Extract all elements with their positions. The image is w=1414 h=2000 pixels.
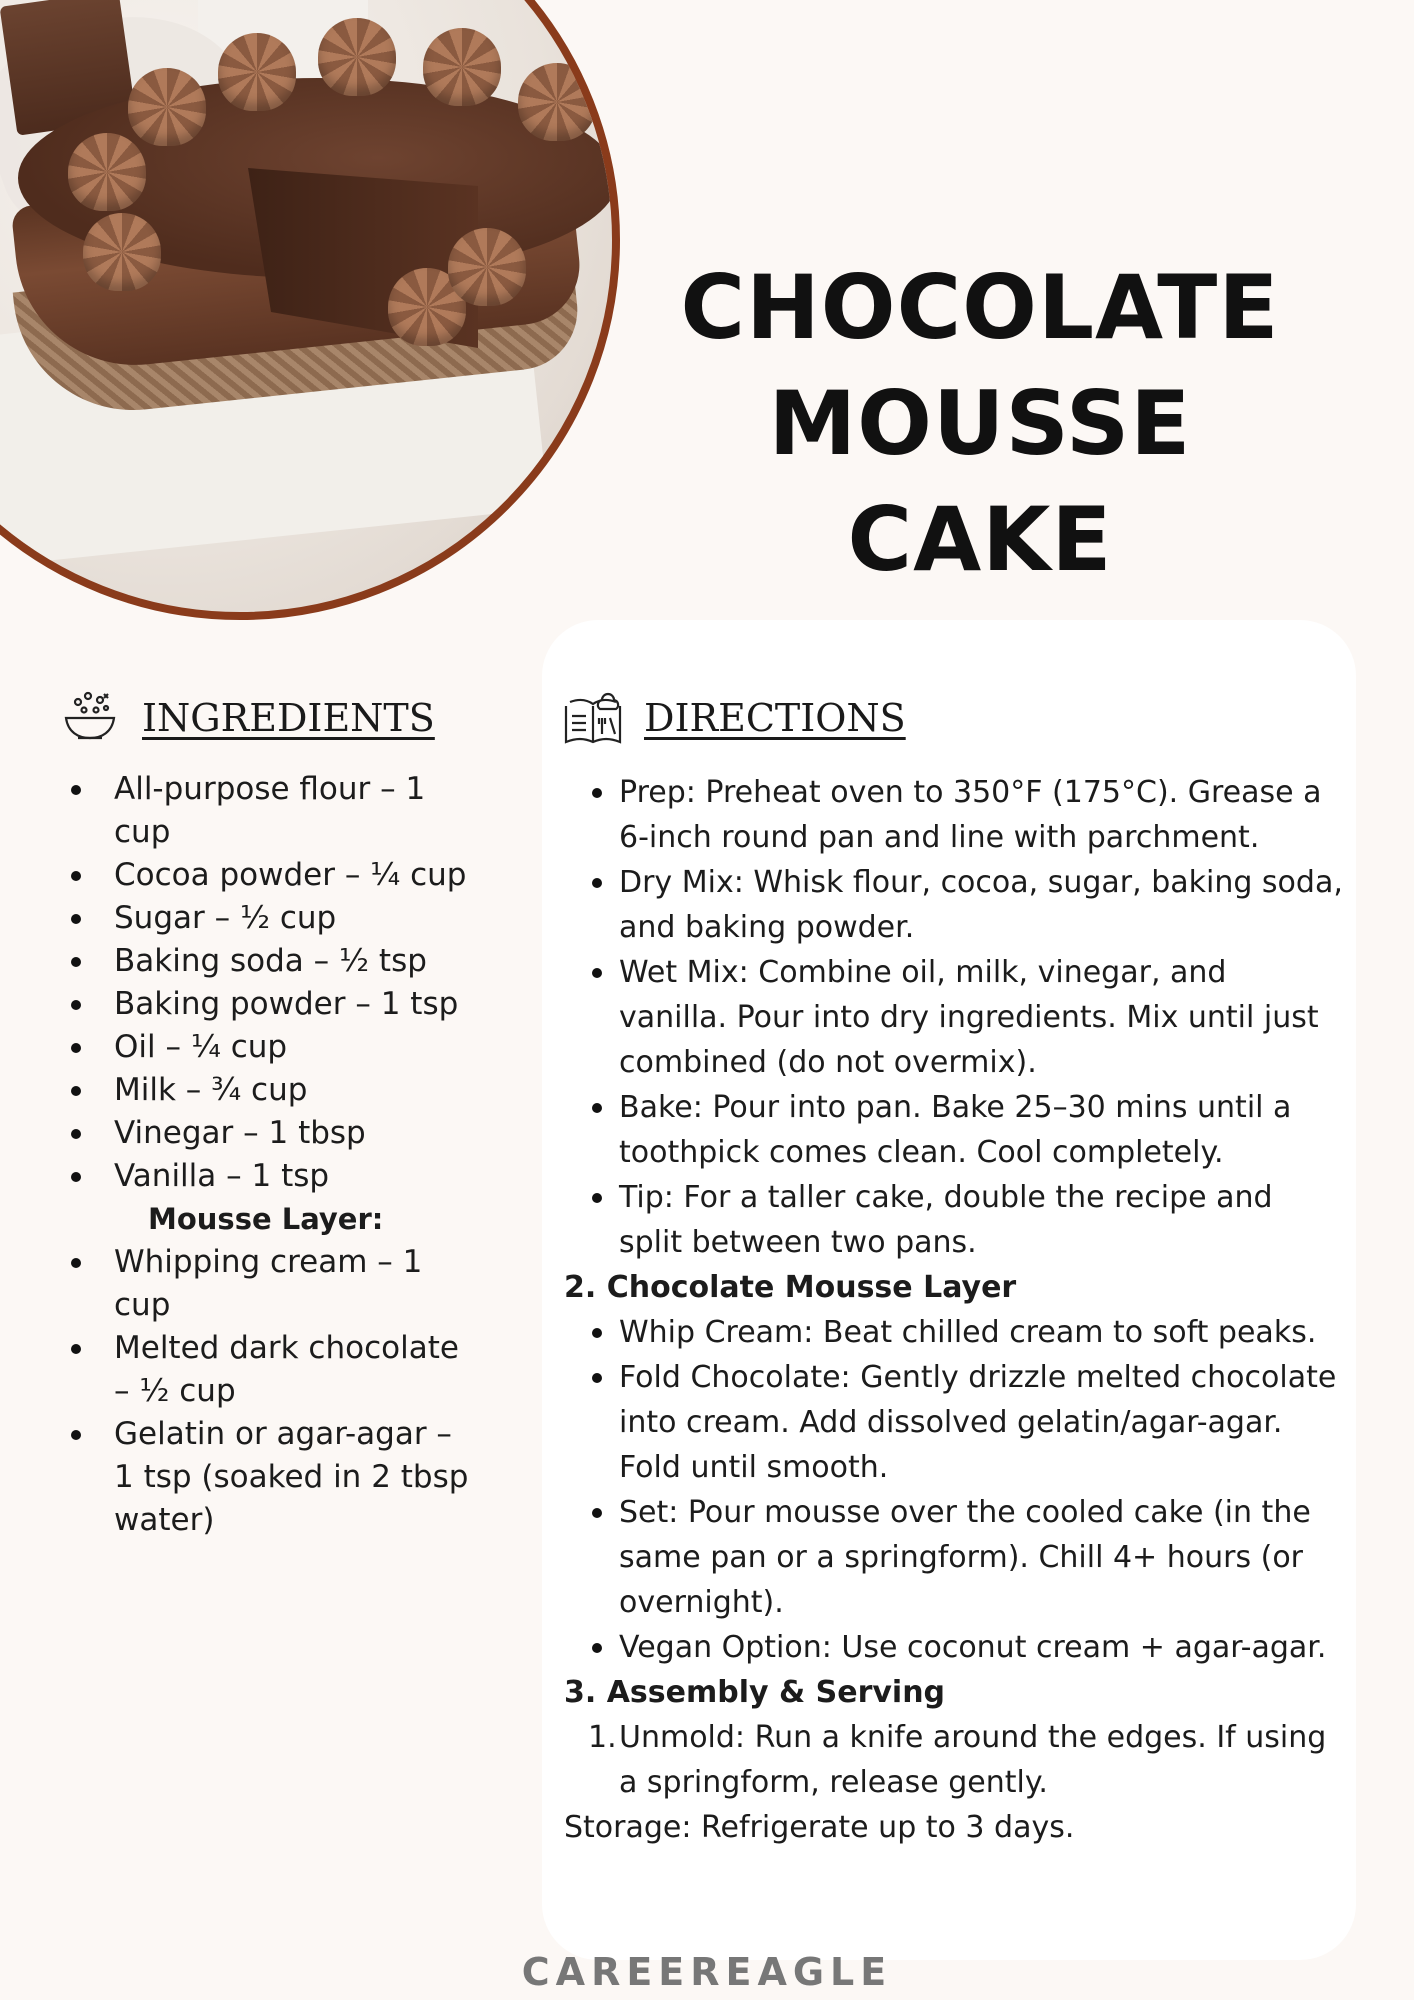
list-item: Prep: Preheat oven to 350°F (175°C). Grease a 6-inch round pan and line with parchment. (564, 770, 1344, 860)
assembly-steps-list (564, 1715, 1344, 1805)
directions-section (564, 770, 1344, 1850)
list-item: Gelatin or agar-agar – 1 tsp (soaked in 2 tbsp water) (60, 1413, 480, 1542)
list-item: Whipping cream – 1 cup (60, 1241, 480, 1327)
title-line-1: CHOCOLATE MOUSSE (680, 256, 1280, 475)
list-item: All-purpose flour – 1 cup (60, 768, 480, 854)
list-item: Milk – ¾ cup (60, 1069, 480, 1112)
mousse-steps-list (564, 1310, 1344, 1670)
recipe-book-icon (562, 688, 622, 748)
directions-header (562, 688, 906, 748)
recipe-title (580, 250, 1380, 598)
list-item: Bake: Pour into pan. Bake 25–30 mins until a toothpick comes clean. Cool completely. (564, 1085, 1344, 1175)
list-item: Cocoa powder – ¼ cup (60, 854, 480, 897)
step-number: 1. (588, 1720, 617, 1755)
section-3-title: 3. Assembly & Serving (564, 1675, 946, 1710)
ingredients-heading: INGREDIENTS (142, 696, 435, 740)
list-item (564, 1715, 1344, 1805)
list-item: Baking powder – 1 tsp (60, 983, 480, 1026)
list-item: Vinegar – 1 tbsp (60, 1112, 480, 1155)
list-item: Whip Cream: Beat chilled cream to soft peaks. (564, 1310, 1344, 1355)
mousse-ingredients-list (60, 1241, 480, 1542)
ingredients-header (60, 688, 435, 748)
brand-logo: CAREEREAGLE (521, 1950, 893, 1994)
list-item: Baking soda – ½ tsp (60, 940, 480, 983)
list-item: Set: Pour mousse over the cooled cake (in the same pan or a springform). Chill 4+ hours (or overnight). (564, 1490, 1344, 1625)
title-line-2: CAKE (847, 488, 1113, 591)
list-item: Oil – ¼ cup (60, 1026, 480, 1069)
list-item: Tip: For a taller cake, double the recipe and split between two pans. (564, 1175, 1344, 1265)
cake-photo (0, 0, 620, 620)
list-item: Dry Mix: Whisk flour, cocoa, sugar, baking soda, and baking powder. (564, 860, 1344, 950)
list-item: Melted dark chocolate – ½ cup (60, 1327, 480, 1413)
list-item: Wet Mix: Combine oil, milk, vinegar, and vanilla. Pour into dry ingredients. Mix until just combined (do not overmix). (564, 950, 1344, 1085)
list-item: Vegan Option: Use coconut cream + agar-agar. (564, 1625, 1344, 1670)
storage-note: Storage: Refrigerate up to 3 days. (564, 1810, 1075, 1845)
cake-steps-list (564, 770, 1344, 1265)
list-item: Vanilla – 1 tsp (60, 1155, 480, 1198)
ingredients-list (60, 768, 480, 1198)
mousse-layer-heading: Mousse Layer: (148, 1202, 384, 1236)
step-text: Unmold: Run a knife around the edges. If using a springform, release gently. (619, 1720, 1327, 1800)
mixing-bowl-icon (60, 688, 120, 748)
section-2-title: 2. Chocolate Mousse Layer (564, 1270, 1017, 1305)
ingredients-section (60, 768, 480, 1542)
list-item: Sugar – ½ cup (60, 897, 480, 940)
directions-heading: DIRECTIONS (644, 696, 906, 740)
list-item: Fold Chocolate: Gently drizzle melted chocolate into cream. Add dissolved gelatin/agar-agar. Fold until smooth. (564, 1355, 1344, 1490)
